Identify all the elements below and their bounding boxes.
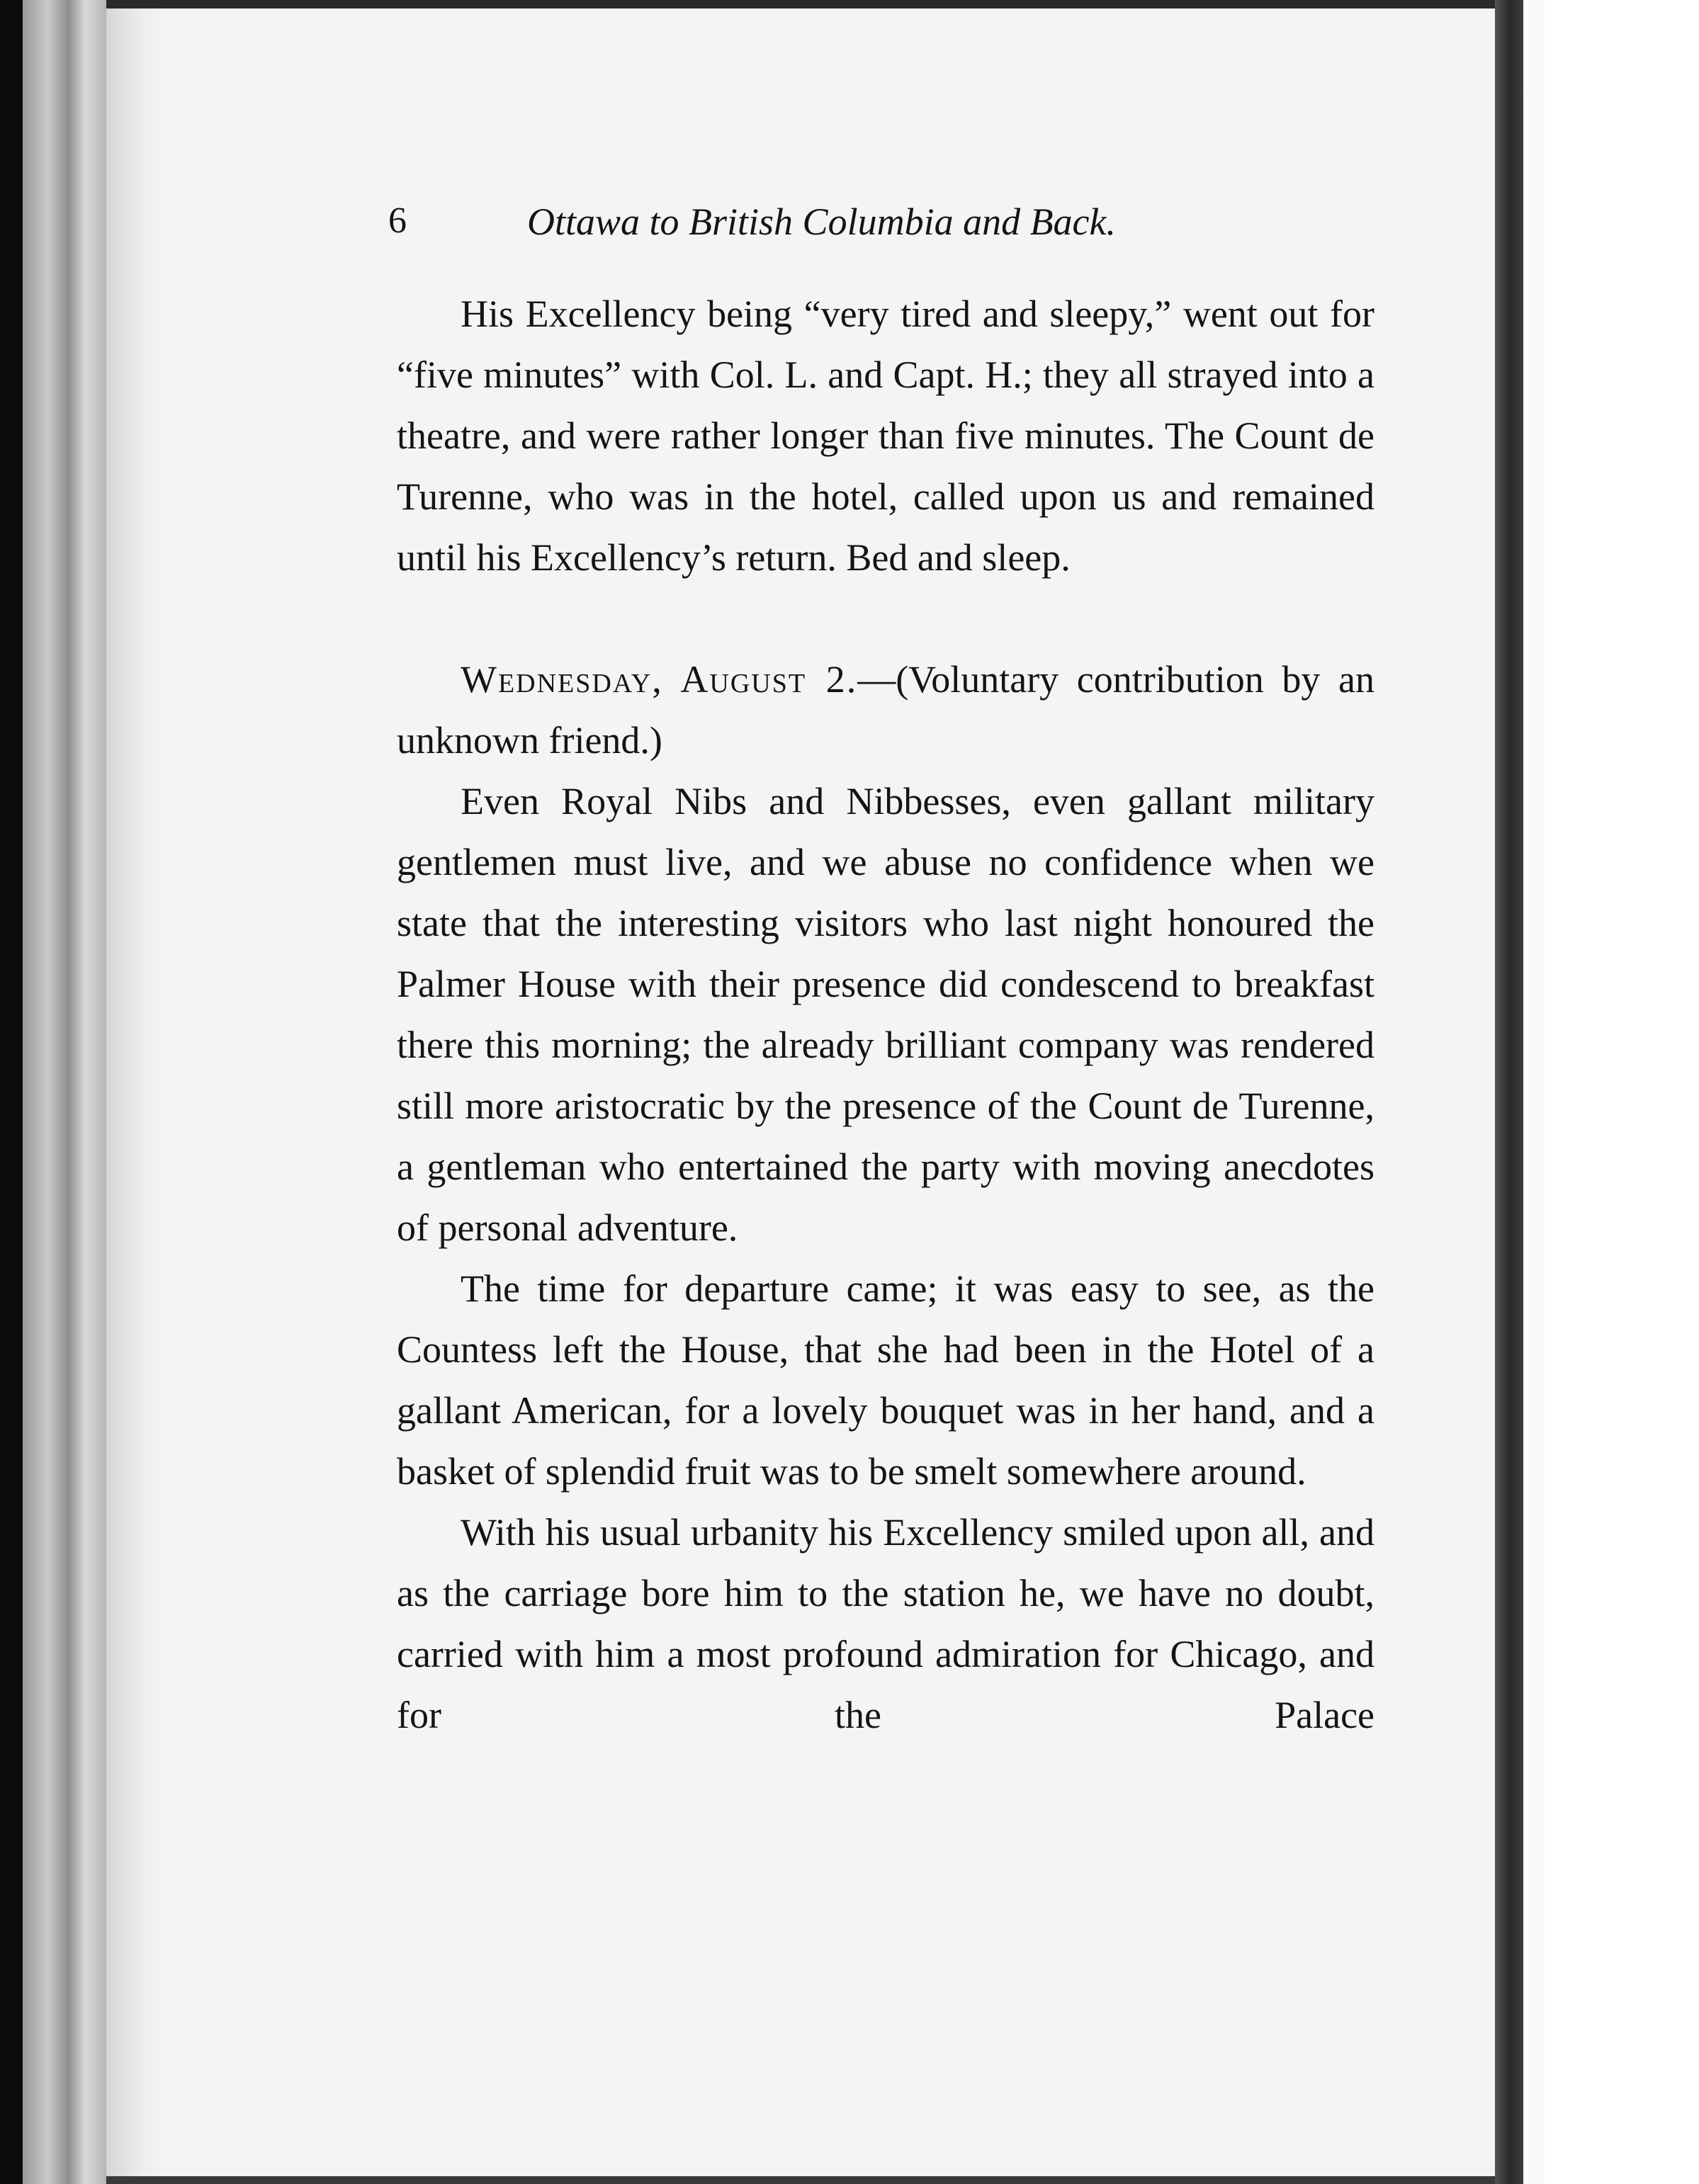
paragraph-1: His Excellency being “very tired and sleepy,” went out for “five minutes” with Col. L. and Capt. H.; they all strayed into a theatre, and were rather longer than five minutes. The Count de Turenne, who was in the hotel, called upon us and remained until his Excellency’s return. Bed and sleep. (397, 293, 1375, 579)
section-gap (397, 588, 1375, 649)
scan-right-background (1545, 0, 1699, 2184)
page-gutter (106, 9, 163, 2176)
scan-right-margin (1523, 0, 1545, 2184)
page-right-edge-shadow (1495, 0, 1523, 2184)
date-heading: Wednesday, August 2. (461, 658, 858, 701)
book-spine (23, 0, 106, 2184)
paragraph-2-text: —(Voluntary contribution by an unknown friend.) (397, 658, 1375, 762)
running-title: Ottawa to British Columbia and Back. (527, 200, 1116, 243)
scan-left-border (0, 0, 23, 2184)
page-header (388, 200, 1380, 256)
paragraph-4: The time for departure came; it was easy to see, as the Countess left the House, that she had been in the Hotel of a gallant American, for a lovely bouquet was in her hand, and a basket of splendid fruit was to be smelt somewhere around. (397, 1267, 1375, 1493)
page-number: 6 (388, 200, 407, 241)
page-body (397, 283, 1375, 1745)
paragraph-5: With his usual urbanity his Excellency smiled upon all, and as the carriage bore him to the station he, we have no doubt, carried with him a most profound admiration for Chicago, and for the Palace (397, 1511, 1375, 1736)
paragraph-2 (397, 649, 1375, 771)
scan-top-border (106, 0, 1502, 9)
scan-bottom-border (106, 2176, 1502, 2184)
paragraph-3: Even Royal Nibs and Nibbesses, even gallant military gentlemen must live, and we abuse no confidence when we state that the interesting visitors who last night honoured the Palmer House with their presence did condescend to breakfast there this morning; the already brilliant company was rendered still more aristocratic by the presence of the Count de Turenne, a gentleman who entertained the party with moving anecdotes of personal adventure. (397, 780, 1375, 1249)
